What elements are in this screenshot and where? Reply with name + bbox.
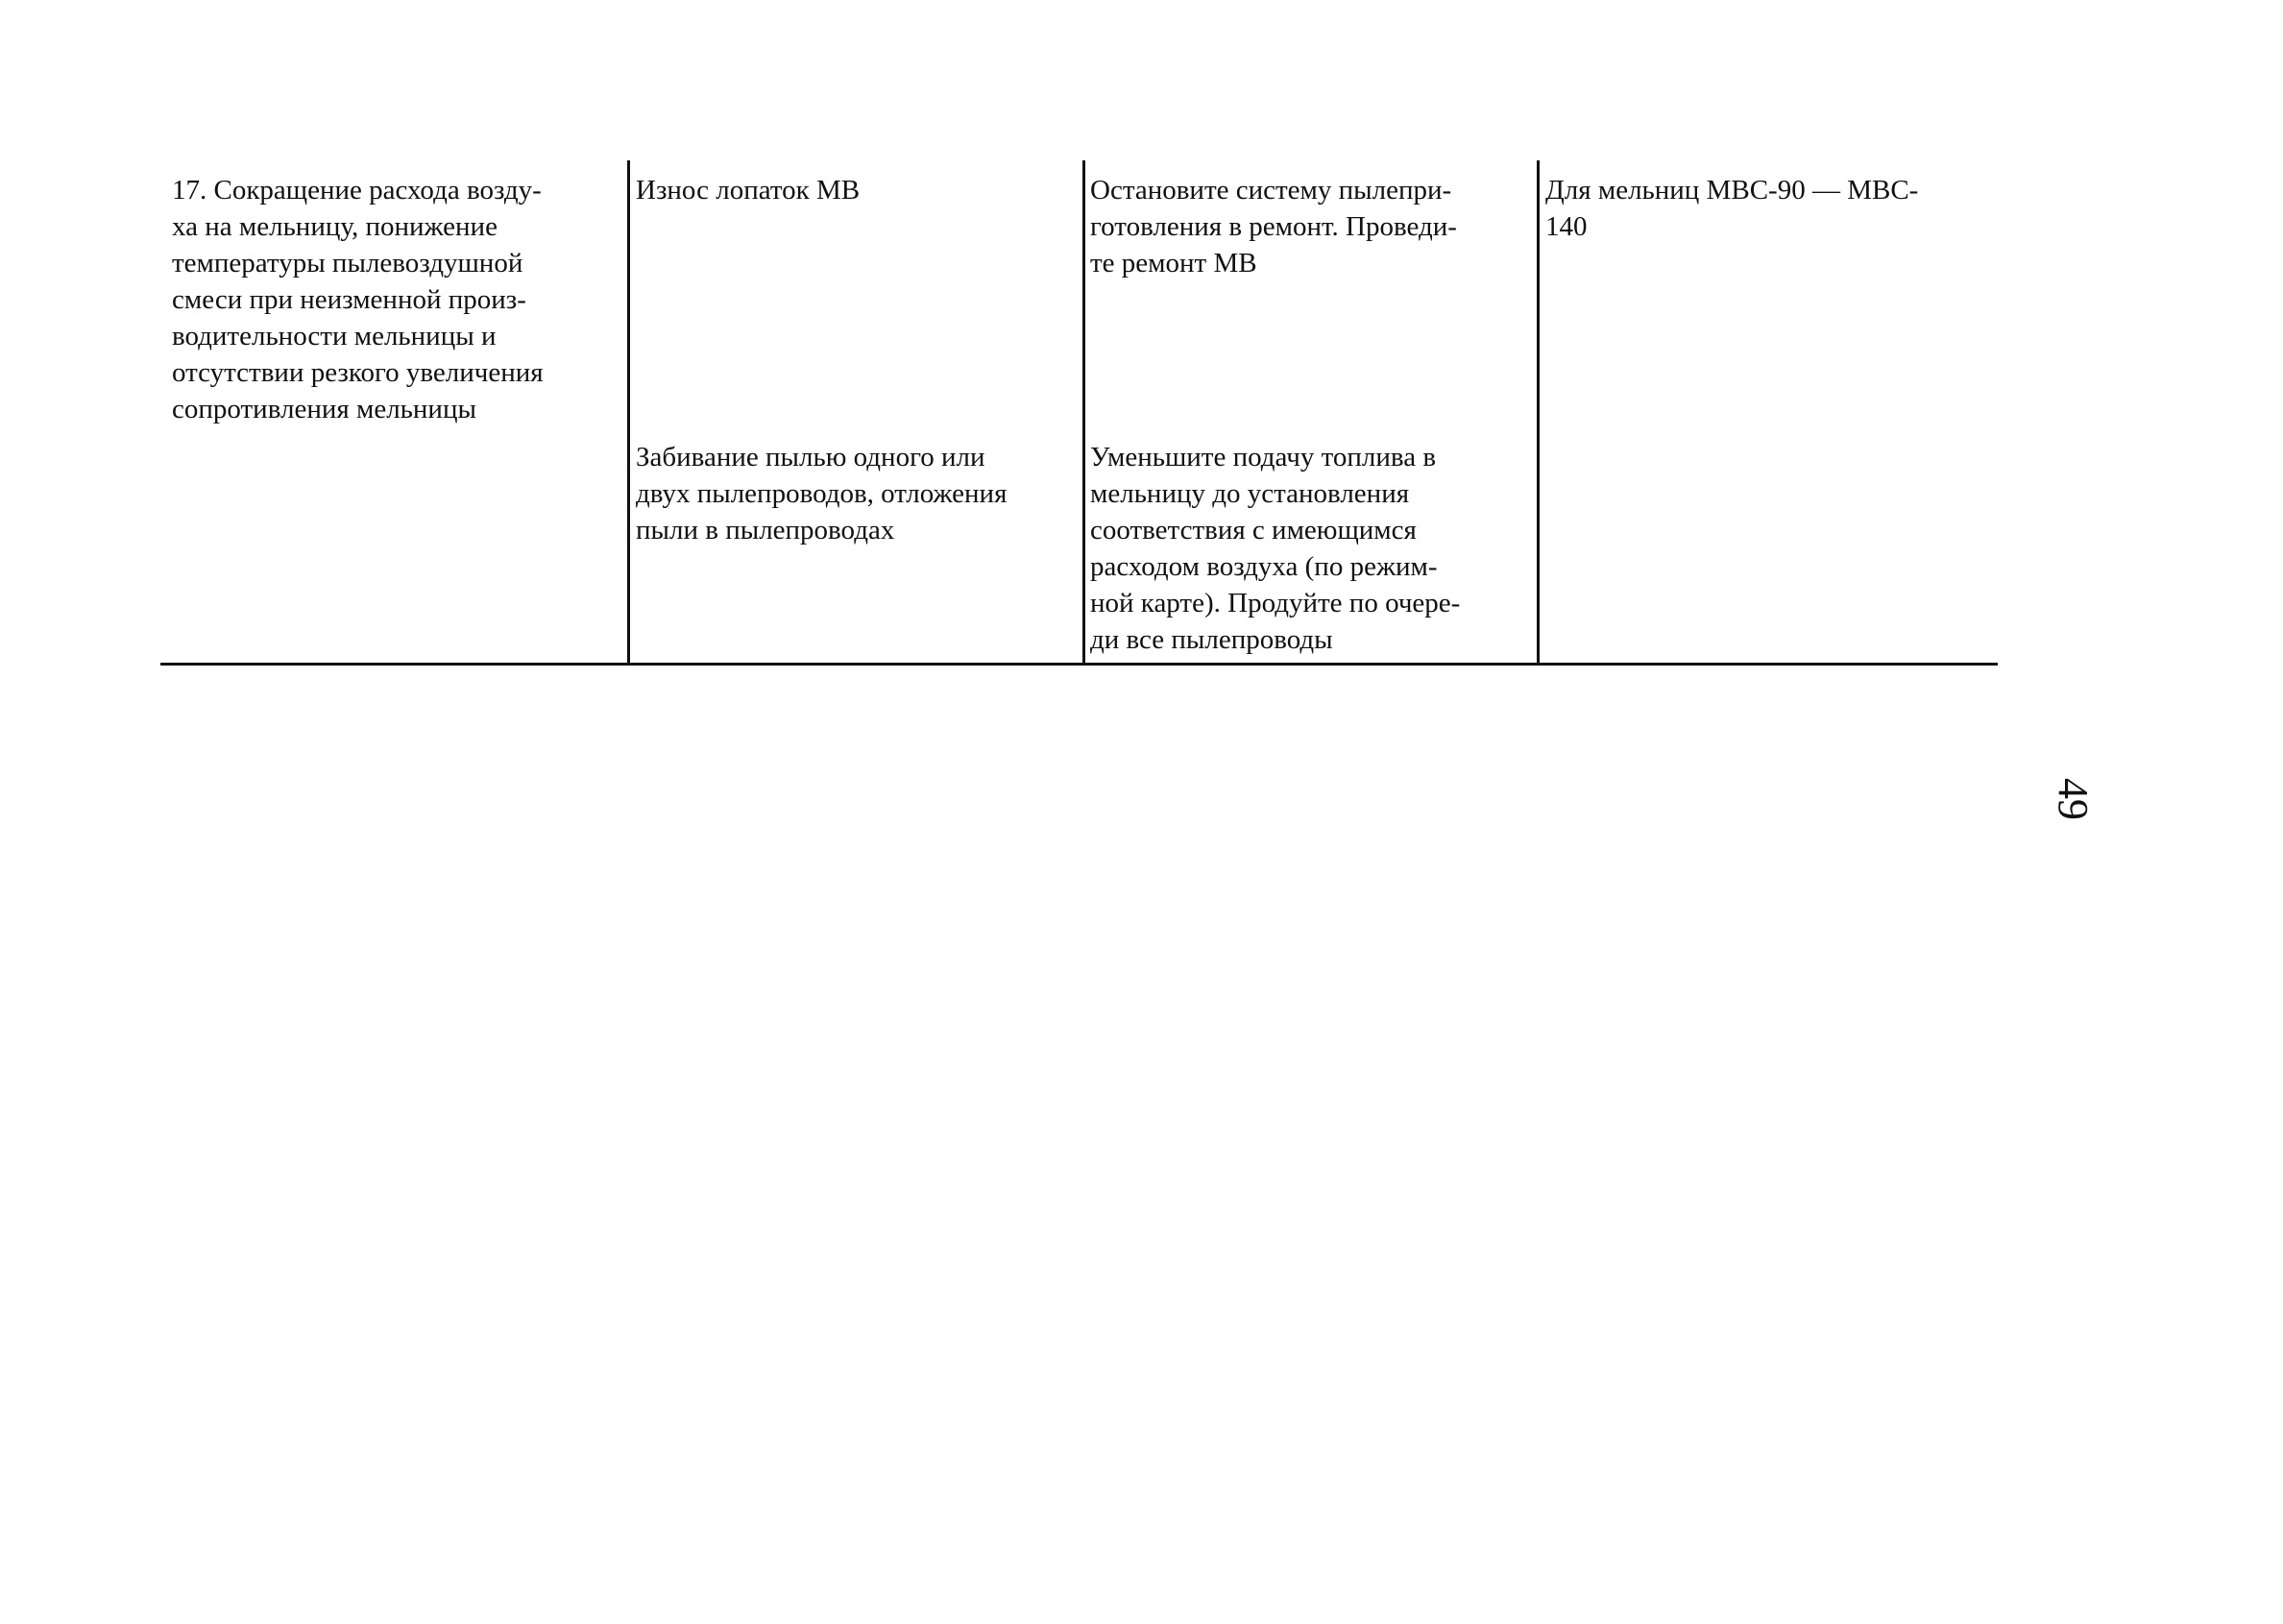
note-cell: Для мельниц МВС-90 — МВС- 140: [1545, 175, 1919, 242]
troubleshooting-table: [160, 160, 1998, 666]
action-cell: Остановите систему пылепри- готовления в ремонт. Проведи- те ремонт МВ: [1090, 175, 1457, 279]
cause-cell: Износ лопаток МВ: [636, 175, 861, 206]
column-divider: [1537, 160, 1540, 666]
column-divider: [1082, 160, 1085, 666]
problem-cell: 17. Сокращение расхода возду- ха на мельницу, понижение температуры пылевоздушной смеси при неизменной произ- водительности мельницы и отсутствии резкого увеличения сопротивления мельницы: [172, 175, 544, 424]
cause-cell: Забивание пылью одного или двух пылепроводов, отложения пыли в пылепроводах: [636, 442, 1008, 545]
table-bottom-rule: [160, 663, 1998, 666]
page-number: 49: [2050, 778, 2097, 820]
column-divider: [627, 160, 630, 666]
action-cell: Уменьшите подачу топлива в мельницу до установления соответствия с имеющимся расходом воздуха (по режим- ной карте). Продуйте по очере- ди все пылепроводы: [1090, 442, 1461, 655]
